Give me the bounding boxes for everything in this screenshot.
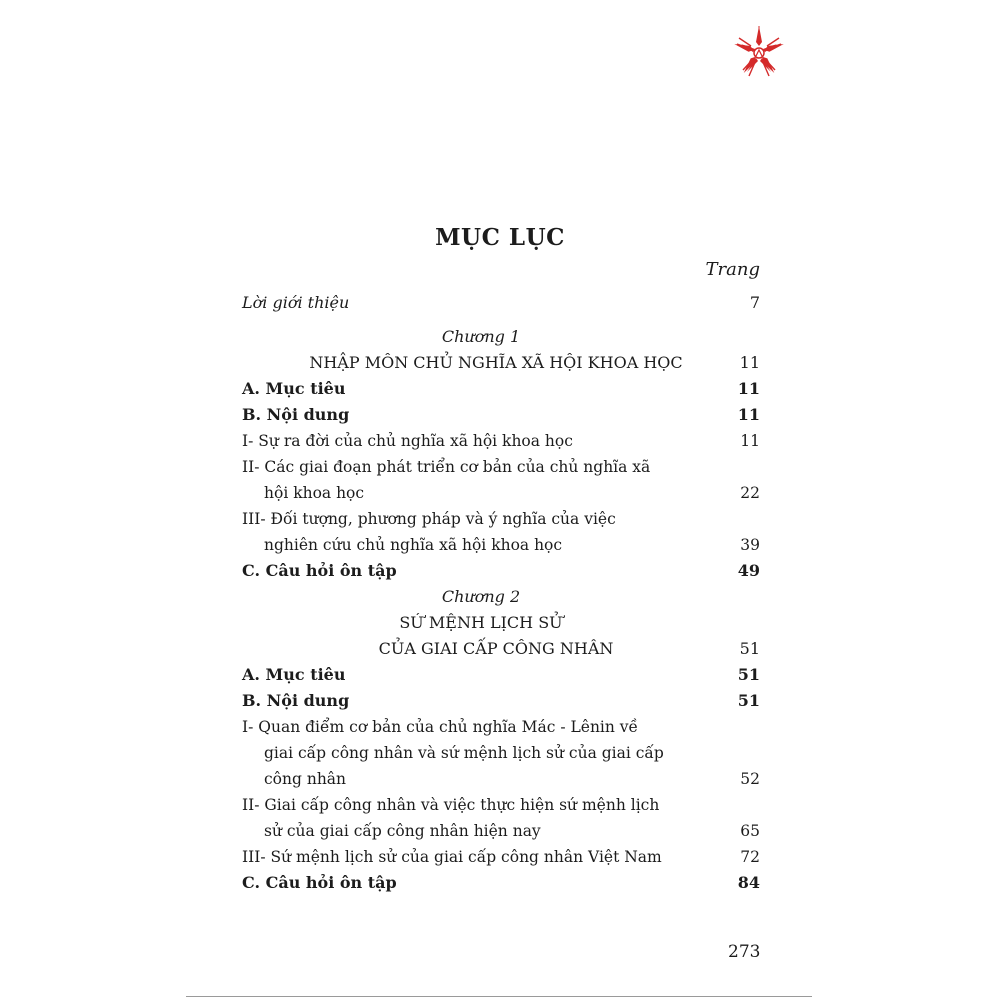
toc-entry-page: 51 — [739, 639, 760, 658]
toc-entry-label: III- Sứ mệnh lịch sử của giai cấp công nhân Việt Nam — [242, 848, 662, 866]
toc-entry-intro[interactable] — [242, 290, 760, 316]
chapter-1-label: Chương 1 — [441, 327, 521, 346]
toc-entry-label: B. Nội dung — [242, 691, 350, 710]
page-number: 273 — [728, 942, 761, 962]
toc-entry-line: sử của giai cấp công nhân hiện nay — [264, 822, 541, 840]
toc-entry-page: 7 — [749, 293, 760, 312]
toc-entry-line: giai cấp công nhân và sứ mệnh lịch sử của giai cấp — [264, 744, 664, 762]
publisher-star-logo — [729, 22, 789, 82]
toc-entry-ch1-b[interactable] — [242, 402, 760, 428]
toc-entry-label: A. Mục tiêu — [242, 665, 346, 684]
toc-entry-line: nghiên cứu chủ nghĩa xã hội khoa học — [264, 536, 563, 554]
toc-entry-ch1-a[interactable] — [242, 376, 760, 402]
toc-entry-page: 11 — [737, 379, 760, 398]
toc-entry-line: hội khoa học — [264, 484, 365, 502]
bottom-divider — [186, 996, 812, 997]
chapter-2-title[interactable] — [242, 636, 760, 662]
toc-entry-line: III- Đối tượng, phương pháp và ý nghĩa của việc — [242, 510, 616, 528]
toc-entry-ch2-s3[interactable] — [242, 844, 760, 870]
toc-entry-page: 84 — [737, 873, 760, 892]
page-column-label: Trang — [705, 259, 760, 280]
toc-entry-page: 39 — [740, 536, 760, 554]
toc-entry-ch2-s2[interactable] — [242, 792, 760, 844]
toc-entry-page: 49 — [737, 561, 760, 580]
toc-entry-label: A. Mục tiêu — [242, 379, 346, 398]
toc-entry-page: 65 — [740, 822, 760, 840]
toc-entry-page: 11 — [739, 353, 760, 372]
toc-entry-label: Lời giới thiệu — [242, 293, 350, 312]
toc-entry-line: I- Quan điểm cơ bản của chủ nghĩa Mác - Lênin về — [242, 718, 639, 736]
toc-entry-line: II- Giai cấp công nhân và việc thực hiện sứ mệnh lịch — [242, 796, 660, 814]
toc-entry-ch2-b[interactable] — [242, 688, 760, 714]
toc-entry-label: I- Sự ra đời của chủ nghĩa xã hội khoa học — [242, 432, 573, 450]
toc-entry-page: 11 — [740, 432, 760, 450]
toc-entry-ch2-c[interactable] — [242, 870, 760, 896]
toc-entry-page: 72 — [740, 848, 760, 866]
toc-entry-line: công nhân — [264, 770, 347, 788]
chapter-title-text: NHẬP MÔN CHỦ NGHĨA XÃ HỘI KHOA HỌC — [309, 353, 683, 372]
toc-entry-page: 51 — [737, 691, 760, 710]
toc-entry-page: 11 — [737, 405, 760, 424]
chapter-2-label: Chương 2 — [441, 587, 521, 606]
toc-entry-ch2-a[interactable] — [242, 662, 760, 688]
page-title: MỤC LỤC — [435, 224, 565, 251]
toc-entry-ch1-s2[interactable] — [242, 454, 760, 506]
chapter-2-title-line1: SỨ MỆNH LỊCH SỬ — [399, 613, 563, 632]
toc-entry-line: II- Các giai đoạn phát triển cơ bản của chủ nghĩa xã — [242, 458, 651, 476]
chapter-1-title[interactable] — [242, 350, 760, 376]
table-of-contents — [242, 290, 760, 896]
toc-entry-label: C. Câu hỏi ôn tập — [242, 561, 397, 580]
toc-entry-page: 51 — [737, 665, 760, 684]
chapter-title-text: CỦA GIAI CẤP CÔNG NHÂN — [378, 639, 614, 658]
toc-entry-ch1-c[interactable] — [242, 558, 760, 584]
toc-entry-ch1-s1[interactable] — [242, 428, 760, 454]
toc-entry-ch1-s3[interactable] — [242, 506, 760, 558]
toc-entry-page: 22 — [740, 484, 760, 502]
toc-entry-label: B. Nội dung — [242, 405, 350, 424]
toc-entry-label: C. Câu hỏi ôn tập — [242, 873, 397, 892]
toc-entry-page: 52 — [740, 770, 760, 788]
toc-entry-ch2-s1[interactable] — [242, 714, 760, 792]
